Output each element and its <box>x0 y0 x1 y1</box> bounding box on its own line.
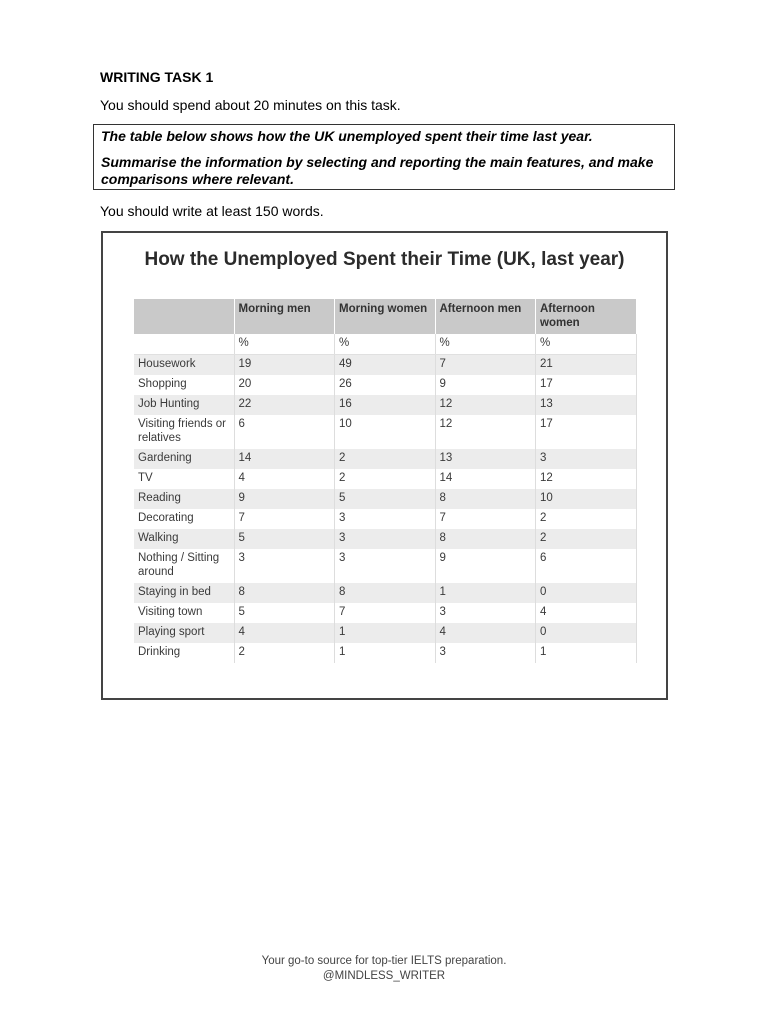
value-cell: 12 <box>435 395 536 415</box>
table-row <box>134 509 636 529</box>
table-row <box>134 603 636 623</box>
value-cell: 13 <box>435 449 536 469</box>
activity-cell: TV <box>134 469 234 489</box>
value-cell: 2 <box>335 469 436 489</box>
value-cell: 4 <box>536 603 637 623</box>
activity-cell: Shopping <box>134 375 234 395</box>
value-cell: 7 <box>234 509 335 529</box>
activity-cell: Playing sport <box>134 623 234 643</box>
value-cell: 5 <box>234 529 335 549</box>
value-cell: 5 <box>234 603 335 623</box>
value-cell: 8 <box>234 583 335 603</box>
footer-tagline: Your go-to source for top-tier IELTS preparation. <box>261 955 507 967</box>
value-cell: 1 <box>435 583 536 603</box>
task-heading: WRITING TASK 1 <box>100 69 214 85</box>
activity-cell: Job Hunting <box>134 395 234 415</box>
column-header: Morning women <box>335 299 436 334</box>
value-cell: 1 <box>335 623 436 643</box>
value-cell: 14 <box>435 469 536 489</box>
unit-row <box>134 334 636 355</box>
value-cell: 3 <box>335 529 436 549</box>
table-row <box>134 583 636 603</box>
value-cell: 2 <box>335 449 436 469</box>
table-row <box>134 415 636 449</box>
table-row <box>134 549 636 583</box>
activity-cell: Visiting town <box>134 603 234 623</box>
value-cell: 16 <box>335 395 436 415</box>
column-header <box>134 299 234 334</box>
value-cell: 4 <box>234 469 335 489</box>
value-cell: 12 <box>435 415 536 449</box>
activity-cell: Gardening <box>134 449 234 469</box>
value-cell: 0 <box>536 583 637 603</box>
value-cell: 9 <box>234 489 335 509</box>
value-cell: 6 <box>536 549 637 583</box>
value-cell: 5 <box>335 489 436 509</box>
value-cell: 17 <box>536 415 637 449</box>
value-cell: 3 <box>234 549 335 583</box>
activity-cell: Housework <box>134 355 234 376</box>
table-row <box>134 489 636 509</box>
activity-cell: Nothing / Sitting around <box>134 549 234 583</box>
value-cell: 22 <box>234 395 335 415</box>
value-cell: 21 <box>536 355 637 376</box>
value-cell: 2 <box>536 509 637 529</box>
value-cell: 8 <box>435 529 536 549</box>
prompt-instruction: Summarise the information by selecting and reporting the main features, and make comparisons where relevant. <box>101 154 654 187</box>
value-cell: 3 <box>335 509 436 529</box>
table-row <box>134 643 636 663</box>
word-instruction: You should write at least 150 words. <box>100 203 324 219</box>
value-cell: 4 <box>435 623 536 643</box>
prompt-description: The table below shows how the UK unemployed spent their time last year. <box>101 128 593 144</box>
value-cell: 10 <box>335 415 436 449</box>
activity-cell: Drinking <box>134 643 234 663</box>
value-cell: 1 <box>536 643 637 663</box>
value-cell: 17 <box>536 375 637 395</box>
value-cell: 7 <box>435 509 536 529</box>
value-cell: 3 <box>435 643 536 663</box>
value-cell: 2 <box>536 529 637 549</box>
activity-cell: Reading <box>134 489 234 509</box>
value-cell: 20 <box>234 375 335 395</box>
time-instruction: You should spend about 20 minutes on this task. <box>100 97 401 113</box>
value-cell: 19 <box>234 355 335 376</box>
value-cell: 0 <box>536 623 637 643</box>
column-header: Morning men <box>234 299 335 334</box>
table-header-row <box>134 299 636 334</box>
table-row <box>134 529 636 549</box>
unit-cell: % <box>536 334 637 355</box>
value-cell: 6 <box>234 415 335 449</box>
unit-cell <box>134 334 234 355</box>
value-cell: 9 <box>435 375 536 395</box>
prompt-box <box>93 124 675 190</box>
value-cell: 4 <box>234 623 335 643</box>
value-cell: 9 <box>435 549 536 583</box>
value-cell: 3 <box>536 449 637 469</box>
value-cell: 49 <box>335 355 436 376</box>
unit-cell: % <box>335 334 436 355</box>
activity-cell: Decorating <box>134 509 234 529</box>
table-row <box>134 355 636 376</box>
value-cell: 26 <box>335 375 436 395</box>
value-cell: 14 <box>234 449 335 469</box>
value-cell: 3 <box>435 603 536 623</box>
value-cell: 7 <box>335 603 436 623</box>
value-cell: 13 <box>536 395 637 415</box>
value-cell: 8 <box>435 489 536 509</box>
table-row <box>134 623 636 643</box>
activity-cell: Walking <box>134 529 234 549</box>
column-header: Afternoon women <box>536 299 637 334</box>
unit-cell: % <box>234 334 335 355</box>
activity-cell: Staying in bed <box>134 583 234 603</box>
value-cell: 7 <box>435 355 536 376</box>
data-table <box>134 299 637 663</box>
column-header: Afternoon men <box>435 299 536 334</box>
value-cell: 1 <box>335 643 436 663</box>
value-cell: 8 <box>335 583 436 603</box>
unit-cell: % <box>435 334 536 355</box>
table-row <box>134 469 636 489</box>
footer-handle: @MINDLESS_WRITER <box>322 970 446 982</box>
figure-frame <box>101 231 668 700</box>
table-row <box>134 449 636 469</box>
value-cell: 3 <box>335 549 436 583</box>
table-row <box>134 375 636 395</box>
table-row <box>134 395 636 415</box>
activity-cell: Visiting friends or relatives <box>134 415 234 449</box>
table-title: How the Unemployed Spent their Time (UK, last year) <box>144 249 625 270</box>
value-cell: 12 <box>536 469 637 489</box>
value-cell: 2 <box>234 643 335 663</box>
value-cell: 10 <box>536 489 637 509</box>
